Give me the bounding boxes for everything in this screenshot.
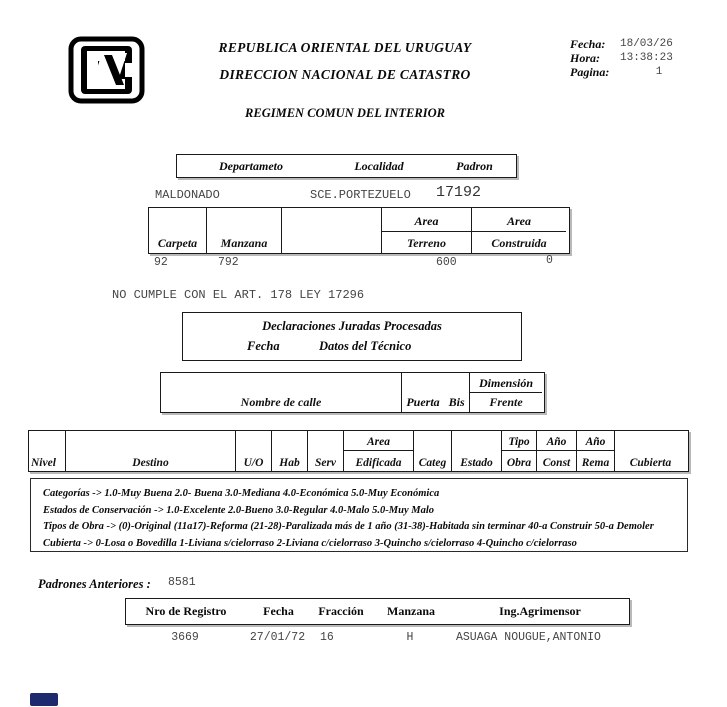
terreno-value: 600 — [436, 256, 457, 269]
ano-rema-label: Año — [585, 436, 606, 448]
ano-const-label: Año — [546, 436, 567, 448]
parcel-table — [148, 207, 570, 254]
terreno-label: Terreno — [407, 236, 446, 250]
declarations-tecnico-label: Datos del Técnico — [319, 339, 412, 353]
street-table — [160, 372, 545, 413]
pagina-value: 1 — [655, 66, 663, 78]
registry-header-table — [125, 598, 630, 625]
area-label: Area — [367, 436, 390, 448]
col-fraccion: Fracción — [318, 604, 364, 618]
legal-notice: NO CUMPLE CON EL ART. 178 LEY 17296 — [112, 288, 365, 302]
col-fecha: Fecha — [263, 604, 294, 618]
dnc-logo-icon — [68, 36, 145, 104]
obra-label: Obra — [506, 457, 532, 469]
departamento-value: MALDONADO — [155, 188, 220, 202]
declarations-box — [182, 312, 522, 361]
edificada-label: Edificada — [355, 457, 402, 469]
col-manzana-reg: Manzana — [387, 604, 435, 618]
corner-marker — [30, 693, 58, 706]
puerta-label: Puerta — [406, 395, 440, 409]
padron-value: 17192 — [436, 184, 482, 201]
uo-label: U/O — [243, 457, 264, 469]
col-agrimensor: Ing.Agrimensor — [499, 604, 581, 618]
construida-value: 0 — [546, 254, 553, 267]
declarations-fecha-label: Fecha — [247, 339, 280, 353]
area-construida-label: Area — [507, 214, 531, 228]
dimension-label: Dimensión — [478, 376, 533, 390]
fecha-label: Fecha: — [570, 37, 606, 51]
legend-cubierta: Cubierta -> 0-Losa o Bovedilla 1-Liviana s/cielorraso 2-Liviana c/cielorraso 3-Quincho s/cielorraso 4-Quincho c/cielorraso — [43, 537, 577, 549]
tipo-label: Tipo — [508, 436, 530, 448]
estado-label: Estado — [460, 457, 493, 469]
registry-agrimensor: ASUAGA NOUGUE,ANTONIO — [456, 631, 601, 644]
localidad-value: SCE.PORTEZUELO — [310, 188, 411, 202]
manzana-label: Manzana — [220, 236, 268, 250]
padrones-anteriores-value: 8581 — [168, 576, 196, 589]
hora-value: 13:38:23 — [620, 52, 673, 64]
area-terreno-label: Area — [414, 214, 439, 228]
registry-nro: 3669 — [171, 631, 199, 644]
frente-label: Frente — [489, 395, 523, 409]
manzana-value: 792 — [218, 256, 239, 269]
cubierta-label: Cubierta — [629, 457, 672, 469]
parcel-empty-cell — [281, 208, 381, 253]
categ-label: Categ — [418, 457, 447, 469]
title-country: REPUBLICA ORIENTAL DEL URUGUAY — [218, 40, 472, 55]
col-nro-registro: Nro de Registro — [145, 604, 227, 618]
padrones-anteriores-label: Padrones Anteriores : — [38, 577, 151, 591]
registry-row — [125, 631, 628, 644]
fecha-value: 18/03/26 — [620, 38, 673, 50]
col-padron: Padron — [456, 159, 493, 173]
location-header-table — [176, 154, 517, 178]
rema-label: Rema — [581, 457, 610, 469]
col-localidad: Localidad — [354, 159, 404, 173]
const-label: Const — [542, 457, 571, 469]
levels-table — [28, 430, 689, 472]
registry-fraccion: 16 — [320, 631, 334, 644]
legend-categorias: Categorías -> 1.0-Muy Buena 2.0- Buena 3.0-Mediana 4.0-Económica 5.0-Muy Económica — [43, 488, 440, 499]
serv-label: Serv — [314, 457, 337, 469]
declarations-title: Declaraciones Juradas Procesadas — [262, 319, 442, 333]
nombre-calle-label: Nombre de calle — [240, 395, 322, 409]
col-departamento: Departameto — [219, 159, 283, 173]
hab-label: Hab — [279, 457, 300, 469]
nivel-label: Nivel — [31, 457, 56, 469]
registry-fecha: 27/01/72 — [249, 631, 306, 644]
hora-label: Hora: — [570, 51, 600, 65]
destino-label: Destino — [132, 457, 169, 469]
carpeta-label: Carpeta — [157, 236, 198, 250]
title-agency: DIRECCION NACIONAL DE CATASTRO — [219, 67, 471, 82]
title-regime: REGIMEN COMUN DEL INTERIOR — [245, 106, 445, 120]
dnc-logo — [68, 36, 145, 104]
legend-box — [30, 478, 688, 552]
bis-label: Bis — [448, 395, 465, 409]
construida-label: Construida — [491, 236, 547, 250]
legend-tipos-obra: Tipos de Obra -> (0)-Original (11a17)-Reforma (21-28)-Paralizada más de 1 año (31-38)-Habitada sin terminar 40-a Construir 50-a Demoler — [43, 521, 654, 532]
page-meta — [570, 37, 698, 79]
pagina-label: Pagina: — [570, 65, 610, 79]
legend-estados: Estados de Conservación -> 1.0-Excelente 2.0-Bueno 3.0-Regular 4.0-Malo 5.0-Muy Malo — [43, 504, 434, 516]
carpeta-value: 92 — [154, 256, 168, 269]
registry-manzana: H — [406, 631, 414, 644]
